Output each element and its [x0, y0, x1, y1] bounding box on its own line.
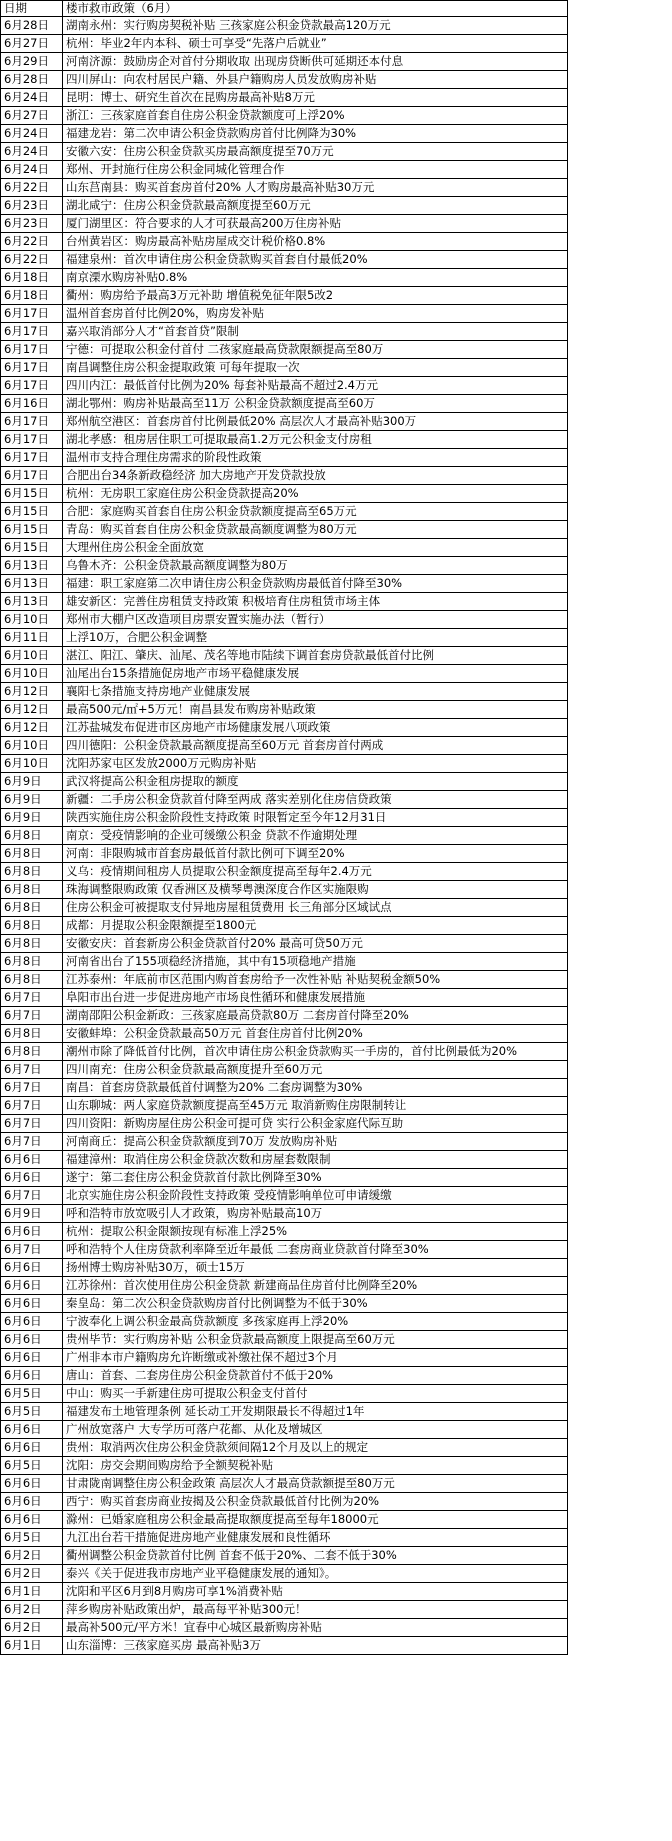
policy-cell: 福建漳州：取消住房公积金贷款次数和房屋套数限制	[63, 1151, 568, 1169]
policy-cell: 雄安新区：完善住房租赁支持政策 积极培育住房租赁市场主体	[63, 593, 568, 611]
date-cell: 6月12日	[1, 683, 63, 701]
table-row	[1, 449, 568, 467]
date-cell: 6月7日	[1, 989, 63, 1007]
date-cell: 6月9日	[1, 1205, 63, 1223]
date-cell: 6月6日	[1, 1439, 63, 1457]
date-cell: 6月15日	[1, 521, 63, 539]
table-row	[1, 395, 568, 413]
table-row	[1, 629, 568, 647]
policy-cell: 河南济源：鼓励房企对首付分期收取 出现房贷断供可延期还本付息	[63, 53, 568, 71]
date-cell: 6月17日	[1, 323, 63, 341]
policy-cell: 湖南邵阳公积金新政：三孩家庭最高贷款80万 二套房首付降至20%	[63, 1007, 568, 1025]
date-cell: 6月17日	[1, 359, 63, 377]
policy-cell: 衢州：购房给予最高3万元补助 增值税免征年限5改2	[63, 287, 568, 305]
table-row	[1, 881, 568, 899]
date-cell: 6月1日	[1, 1583, 63, 1601]
date-cell: 6月2日	[1, 1619, 63, 1637]
policy-cell: 武汉将提高公积金租房提取的额度	[63, 773, 568, 791]
policy-cell: 广州非本市户籍购房允许断缴或补缴社保不超过3个月	[63, 1349, 568, 1367]
policy-cell: 温州首套房首付比例20%，购房发补贴	[63, 305, 568, 323]
table-row	[1, 755, 568, 773]
date-cell: 6月22日	[1, 251, 63, 269]
date-column-header: 日期	[1, 1, 63, 17]
date-cell: 6月6日	[1, 1313, 63, 1331]
table-row	[1, 989, 568, 1007]
date-cell: 6月10日	[1, 755, 63, 773]
table-row	[1, 647, 568, 665]
policy-cell: 四川资阳：新购房屋住房公积金可提可贷 实行公积金家庭代际互助	[63, 1115, 568, 1133]
date-cell: 6月17日	[1, 467, 63, 485]
policy-cell: 山东莒南县：购买首套房首付20% 人才购房最高补贴30万元	[63, 179, 568, 197]
policy-column-header: 楼市救市政策（6月）	[63, 1, 568, 17]
date-cell: 6月13日	[1, 575, 63, 593]
date-cell: 6月7日	[1, 1061, 63, 1079]
policy-cell: 郑州、开封施行住房公积金同城化管理合作	[63, 161, 568, 179]
policy-cell: 衢州调整公积金贷款首付比例 首套不低于20%、二套不低于30%	[63, 1547, 568, 1565]
policy-cell: 合肥出台34条新政稳经济 加大房地产开发贷款投放	[63, 467, 568, 485]
table-row	[1, 305, 568, 323]
policy-cell: 唐山：首套、二套房住房公积金贷款首付不低于20%	[63, 1367, 568, 1385]
table-row	[1, 161, 568, 179]
table-row	[1, 899, 568, 917]
date-cell: 6月5日	[1, 1403, 63, 1421]
table-row	[1, 197, 568, 215]
date-cell: 6月17日	[1, 431, 63, 449]
date-cell: 6月8日	[1, 881, 63, 899]
policy-cell: 山东淄博：三孩家庭买房 最高补贴3万	[63, 1637, 568, 1655]
policy-cell: 沈阳：房交会期间购房给予全额契税补贴	[63, 1457, 568, 1475]
table-row	[1, 1169, 568, 1187]
table-row	[1, 71, 568, 89]
policy-cell: 南昌：首套房贷款最低首付调整为20% 二套房调整为30%	[63, 1079, 568, 1097]
table-row	[1, 1475, 568, 1493]
date-cell: 6月6日	[1, 1493, 63, 1511]
table-row	[1, 521, 568, 539]
table-row	[1, 125, 568, 143]
date-cell: 6月18日	[1, 287, 63, 305]
policy-cell: 宁德：可提取公积金付首付 二孩家庭最高贷款限额提高至80万	[63, 341, 568, 359]
policy-cell: 广州放宽落户 大专学历可落户花都、从化及增城区	[63, 1421, 568, 1439]
date-cell: 6月10日	[1, 647, 63, 665]
table-row	[1, 1565, 568, 1583]
date-cell: 6月24日	[1, 143, 63, 161]
table-row	[1, 1259, 568, 1277]
date-cell: 6月6日	[1, 1421, 63, 1439]
date-cell: 6月17日	[1, 377, 63, 395]
date-cell: 6月7日	[1, 1133, 63, 1151]
table-row	[1, 1007, 568, 1025]
date-cell: 6月23日	[1, 215, 63, 233]
policy-cell: 住房公积金可被提取支付异地房屋租赁费用 长三角部分区域试点	[63, 899, 568, 917]
date-cell: 6月8日	[1, 971, 63, 989]
date-cell: 6月1日	[1, 1637, 63, 1655]
policy-cell: 郑州航空港区：首套房首付比例最低20% 高层次人才最高补贴300万	[63, 413, 568, 431]
table-row	[1, 251, 568, 269]
table-row	[1, 575, 568, 593]
table-row	[1, 683, 568, 701]
date-cell: 6月7日	[1, 1115, 63, 1133]
date-cell: 6月6日	[1, 1169, 63, 1187]
date-cell: 6月6日	[1, 1367, 63, 1385]
date-cell: 6月8日	[1, 953, 63, 971]
policy-cell: 郑州市大棚户区改造项目房票安置实施办法（暂行）	[63, 611, 568, 629]
table-row	[1, 1025, 568, 1043]
date-cell: 6月6日	[1, 1259, 63, 1277]
date-cell: 6月8日	[1, 827, 63, 845]
date-cell: 6月9日	[1, 791, 63, 809]
table-row	[1, 233, 568, 251]
date-cell: 6月17日	[1, 413, 63, 431]
date-cell: 6月6日	[1, 1151, 63, 1169]
table-row	[1, 1079, 568, 1097]
table-row	[1, 431, 568, 449]
date-cell: 6月8日	[1, 845, 63, 863]
table-row	[1, 1493, 568, 1511]
date-cell: 6月7日	[1, 1079, 63, 1097]
table-row	[1, 341, 568, 359]
policy-cell: 湖北咸宁：住房公积金贷款最高额度提至60万元	[63, 197, 568, 215]
policy-cell: 呼和浩特市放宽吸引人才政策，购房补贴最高10万	[63, 1205, 568, 1223]
date-cell: 6月6日	[1, 1511, 63, 1529]
date-cell: 6月5日	[1, 1529, 63, 1547]
policy-cell: 四川德阳：公积金贷款最高额度提高至60万元 首套房首付两成	[63, 737, 568, 755]
table-row	[1, 1637, 568, 1655]
header-row	[1, 1, 568, 17]
table-row	[1, 1457, 568, 1475]
policy-cell: 襄阳七条措施支持房地产业健康发展	[63, 683, 568, 701]
policy-cell: 四川南充：住房公积金贷款最高额度提升至60万元	[63, 1061, 568, 1079]
table-row	[1, 1367, 568, 1385]
policy-cell: 福建泉州：首次申请住房公积金贷款购买首套自付最低20%	[63, 251, 568, 269]
policy-cell: 汕尾出台15条措施促房地产市场平稳健康发展	[63, 665, 568, 683]
table-row	[1, 1187, 568, 1205]
date-cell: 6月7日	[1, 1187, 63, 1205]
date-cell: 6月6日	[1, 1295, 63, 1313]
policy-cell: 扬州博士购房补贴30万，硕士15万	[63, 1259, 568, 1277]
table-row	[1, 1547, 568, 1565]
policy-cell: 北京实施住房公积金阶段性支持政策 受疫情影响单位可申请缓缴	[63, 1187, 568, 1205]
policy-cell: 南京：受疫情影响的企业可缓缴公积金 贷款不作逾期处理	[63, 827, 568, 845]
policy-cell: 安徽蚌埠：公积金贷款最高50万元 首套住房首付比例20%	[63, 1025, 568, 1043]
table-row	[1, 863, 568, 881]
policy-cell: 江苏盐城发布促进市区房地产市场健康发展八项政策	[63, 719, 568, 737]
table-row	[1, 953, 568, 971]
table-row	[1, 1205, 568, 1223]
policy-cell: 山东聊城：两人家庭贷款额度提高至45万元 取消新购住房限制转让	[63, 1097, 568, 1115]
policy-cell: 昆明：博士、研究生首次在昆购房最高补贴8万元	[63, 89, 568, 107]
table-row	[1, 1349, 568, 1367]
date-cell: 6月10日	[1, 737, 63, 755]
policy-cell: 南昌调整住房公积金提取政策 可每年提取一次	[63, 359, 568, 377]
date-cell: 6月13日	[1, 593, 63, 611]
date-cell: 6月7日	[1, 1007, 63, 1025]
table-row	[1, 1043, 568, 1061]
table-row	[1, 1529, 568, 1547]
policy-cell: 秦皇岛：第二次公积金贷款购房首付比例调整为不低于30%	[63, 1295, 568, 1313]
table-row	[1, 107, 568, 125]
table-row	[1, 701, 568, 719]
policy-cell: 南京溧水购房补贴0.8%	[63, 269, 568, 287]
table-row	[1, 1331, 568, 1349]
date-cell: 6月6日	[1, 1223, 63, 1241]
date-cell: 6月24日	[1, 161, 63, 179]
date-cell: 6月29日	[1, 53, 63, 71]
table-row	[1, 1601, 568, 1619]
date-cell: 6月23日	[1, 197, 63, 215]
table-row	[1, 377, 568, 395]
date-cell: 6月16日	[1, 395, 63, 413]
date-cell: 6月17日	[1, 305, 63, 323]
date-cell: 6月27日	[1, 107, 63, 125]
table-row	[1, 143, 568, 161]
policy-cell: 最高补500元/平方米！宜春中心城区最新购房补贴	[63, 1619, 568, 1637]
date-cell: 6月11日	[1, 629, 63, 647]
table-row	[1, 593, 568, 611]
policy-cell: 嘉兴取消部分人才“首套首贷”限制	[63, 323, 568, 341]
date-cell: 6月6日	[1, 1349, 63, 1367]
date-cell: 6月8日	[1, 917, 63, 935]
table-row	[1, 1583, 568, 1601]
policy-cell: 甘肃陇南调整住房公积金政策 高层次人才最高贷款额提至80万元	[63, 1475, 568, 1493]
table-row	[1, 1295, 568, 1313]
table-row	[1, 503, 568, 521]
table-row	[1, 539, 568, 557]
table-row	[1, 1115, 568, 1133]
policy-cell: 安徽安庆：首套新房公积金贷款首付20% 最高可贷50万元	[63, 935, 568, 953]
date-cell: 6月10日	[1, 665, 63, 683]
date-cell: 6月8日	[1, 1043, 63, 1061]
date-cell: 6月9日	[1, 809, 63, 827]
policy-cell: 台州黄岩区：购房最高补贴房屋成交计税价格0.8%	[63, 233, 568, 251]
table-row	[1, 1223, 568, 1241]
date-cell: 6月13日	[1, 557, 63, 575]
policy-cell: 厦门湖里区：符合要求的人才可获最高200万住房补贴	[63, 215, 568, 233]
policy-cell: 沈阳和平区6月到8月购房可享1%消费补贴	[63, 1583, 568, 1601]
date-cell: 6月7日	[1, 1241, 63, 1259]
table-row	[1, 269, 568, 287]
policy-cell: 福建：职工家庭第二次申请住房公积金贷款购房最低首付降至30%	[63, 575, 568, 593]
table-row	[1, 845, 568, 863]
policy-cell: 河南：非限购城市首套房最低首付款比例可下调至20%	[63, 845, 568, 863]
policy-cell: 合肥：家庭购买首套自住房公积金贷款额度提高至65万元	[63, 503, 568, 521]
table-row	[1, 1385, 568, 1403]
table-row	[1, 179, 568, 197]
table-row	[1, 971, 568, 989]
policy-cell: 沈阳苏家屯区发放2000万元购房补贴	[63, 755, 568, 773]
policy-cell: 福建发布土地管理条例 延长动工开发期限最长不得超过1年	[63, 1403, 568, 1421]
policy-cell: 萍乡购房补贴政策出炉，最高每平补贴300元！	[63, 1601, 568, 1619]
policy-cell: 江苏徐州：首次使用住房公积金贷款 新建商品住房首付比例降至20%	[63, 1277, 568, 1295]
policy-cell: 湖北孝感：租房居住职工可提取最高1.2万元公积金支付房租	[63, 431, 568, 449]
date-cell: 6月9日	[1, 773, 63, 791]
date-cell: 6月8日	[1, 935, 63, 953]
date-cell: 6月10日	[1, 611, 63, 629]
table-row	[1, 17, 568, 35]
policy-cell: 珠海调整限购政策 仅香洲区及横琴粤澳深度合作区实施限购	[63, 881, 568, 899]
policy-cell: 湖南永州：实行购房契税补贴 三孩家庭公积金贷款最高120万元	[63, 17, 568, 35]
date-cell: 6月28日	[1, 71, 63, 89]
policy-cell: 河南商丘：提高公积金贷款额度到70万 发放购房补贴	[63, 1133, 568, 1151]
policy-cell: 温州市支持合理住房需求的阶段性政策	[63, 449, 568, 467]
policy-cell: 成都：月提取公积金限额提至1800元	[63, 917, 568, 935]
table-row	[1, 53, 568, 71]
policy-cell: 泰兴《关于促进我市房地产业平稳健康发展的通知》。	[63, 1565, 568, 1583]
policy-cell: 福建龙岩：第二次申请公积金贷款购房首付比例降为30%	[63, 125, 568, 143]
table-row	[1, 1151, 568, 1169]
policy-cell: 宁波奉化上调公积金最高贷款额度 多孩家庭再上浮20%	[63, 1313, 568, 1331]
date-cell: 6月17日	[1, 449, 63, 467]
table-row	[1, 791, 568, 809]
date-cell: 6月22日	[1, 233, 63, 251]
table-row	[1, 665, 568, 683]
policy-cell: 阜阳市出台进一步促进房地产市场良性循环和健康发展措施	[63, 989, 568, 1007]
date-cell: 6月8日	[1, 1025, 63, 1043]
table-row	[1, 287, 568, 305]
table-row	[1, 935, 568, 953]
policy-cell: 安徽六安：住房公积金贷款买房最高额度提至70万元	[63, 143, 568, 161]
table-row	[1, 809, 568, 827]
policy-cell: 杭州：提取公积金限额按现有标准上浮25%	[63, 1223, 568, 1241]
policy-cell: 乌鲁木齐：公积金贷款最高额度调整为80万	[63, 557, 568, 575]
date-cell: 6月5日	[1, 1385, 63, 1403]
table-row	[1, 737, 568, 755]
table-row	[1, 1439, 568, 1457]
policy-cell: 新疆：二手房公积金贷款首付降至两成 落实差别化住房信贷政策	[63, 791, 568, 809]
table-row	[1, 1061, 568, 1079]
policy-cell: 四川屏山：向农村居民户籍、外县户籍购房人员发放购房补贴	[63, 71, 568, 89]
policy-cell: 浙江：三孩家庭首套自住房公积金贷款额度可上浮20%	[63, 107, 568, 125]
date-cell: 6月5日	[1, 1457, 63, 1475]
table-row	[1, 1097, 568, 1115]
date-cell: 6月24日	[1, 89, 63, 107]
policy-cell: 遂宁：第二套住房公积金贷款首付款比例降至30%	[63, 1169, 568, 1187]
table-row	[1, 773, 568, 791]
table-row	[1, 413, 568, 431]
table-row	[1, 1241, 568, 1259]
policy-cell: 西宁：购买首套房商业按揭及公积金贷款最低首付比例为20%	[63, 1493, 568, 1511]
policy-cell: 滁州：已婚家庭租房公积金最高提取额度提高至每年18000元	[63, 1511, 568, 1529]
policy-cell: 义乌：疫情期间租房人员提取公积金额度提高至每年2.4万元	[63, 863, 568, 881]
table-row	[1, 827, 568, 845]
policy-cell: 陕西实施住房公积金阶段性支持政策 时限暂定至今年12月31日	[63, 809, 568, 827]
table-row	[1, 359, 568, 377]
date-cell: 6月2日	[1, 1601, 63, 1619]
date-cell: 6月27日	[1, 35, 63, 53]
policy-cell: 贵州：取消两次住房公积金贷款须间隔12个月及以上的规定	[63, 1439, 568, 1457]
policy-cell: 大理州住房公积金全面放宽	[63, 539, 568, 557]
table-row	[1, 611, 568, 629]
date-cell: 6月7日	[1, 1097, 63, 1115]
date-cell: 6月17日	[1, 341, 63, 359]
date-cell: 6月6日	[1, 1277, 63, 1295]
date-cell: 6月8日	[1, 863, 63, 881]
table-row	[1, 35, 568, 53]
policy-cell: 上浮10万，合肥公积金调整	[63, 629, 568, 647]
table-row	[1, 1313, 568, 1331]
table-row	[1, 1403, 568, 1421]
date-cell: 6月12日	[1, 719, 63, 737]
policy-cell: 杭州：毕业2年内本科、硕士可享受“先落户后就业”	[63, 35, 568, 53]
policy-cell: 呼和浩特个人住房贷款利率降至近年最低 二套房商业贷款首付降至30%	[63, 1241, 568, 1259]
table-row	[1, 323, 568, 341]
policy-cell: 四川内江：最低首付比例为20% 每套补贴最高不超过2.4万元	[63, 377, 568, 395]
table-row	[1, 1619, 568, 1637]
policy-cell: 湖北鄂州：购房补贴最高至11万 公积金贷款额度提高至60万	[63, 395, 568, 413]
policy-cell: 贵州毕节：实行购房补贴 公积金贷款最高额度上限提高至60万元	[63, 1331, 568, 1349]
date-cell: 6月8日	[1, 899, 63, 917]
date-cell: 6月2日	[1, 1547, 63, 1565]
date-cell: 6月22日	[1, 179, 63, 197]
policy-cell: 最高500元/㎡+5万元！南昌县发布购房补贴政策	[63, 701, 568, 719]
table-row	[1, 89, 568, 107]
date-cell: 6月6日	[1, 1475, 63, 1493]
policy-cell: 杭州：无房职工家庭住房公积金贷款提高20%	[63, 485, 568, 503]
policy-cell: 潮州市除了降低首付比例，首次申请住房公积金贷款购买一手房的，首付比例最低为20%	[63, 1043, 568, 1061]
policy-cell: 江苏泰州：年底前市区范围内购首套房给予一次性补贴 补贴契税金额50%	[63, 971, 568, 989]
date-cell: 6月12日	[1, 701, 63, 719]
date-cell: 6月24日	[1, 125, 63, 143]
policy-cell: 中山：购买一手新建住房可提取公积金支付首付	[63, 1385, 568, 1403]
policy-cell: 河南省出台了155项稳经济措施，其中有15项稳地产措施	[63, 953, 568, 971]
table-row	[1, 917, 568, 935]
policy-cell: 九江出台若干措施促进房地产业健康发展和良性循环	[63, 1529, 568, 1547]
date-cell: 6月15日	[1, 485, 63, 503]
table-row	[1, 557, 568, 575]
date-cell: 6月15日	[1, 503, 63, 521]
date-cell: 6月2日	[1, 1565, 63, 1583]
date-cell: 6月28日	[1, 17, 63, 35]
policy-cell: 湛江、阳江、肇庆、汕尾、茂名等地市陆续下调首套房贷款最低首付比例	[63, 647, 568, 665]
date-cell: 6月6日	[1, 1331, 63, 1349]
table-row	[1, 1421, 568, 1439]
table-row	[1, 1511, 568, 1529]
table-row	[1, 467, 568, 485]
table-row	[1, 1277, 568, 1295]
table-row	[1, 485, 568, 503]
table-row	[1, 215, 568, 233]
date-cell: 6月18日	[1, 269, 63, 287]
policy-cell: 青岛：购买首套自住房公积金贷款最高额度调整为80万元	[63, 521, 568, 539]
date-cell: 6月15日	[1, 539, 63, 557]
table-row	[1, 719, 568, 737]
table-row	[1, 1133, 568, 1151]
